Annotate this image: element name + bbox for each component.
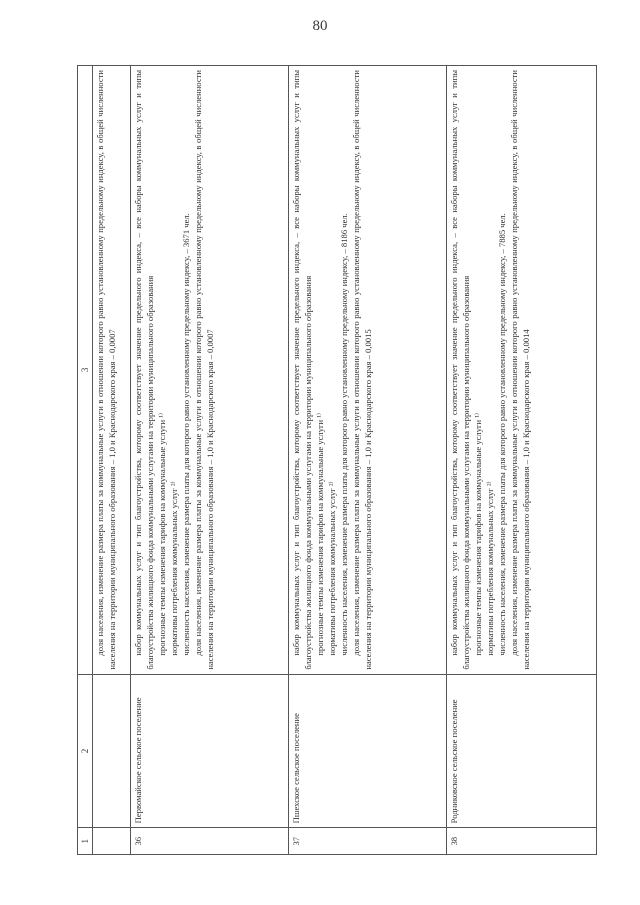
description-paragraph: численность населения, изменение размера платы для которого равно установленному предельному индексу, – 7885 чел.	[496, 213, 507, 656]
row-number: 37	[289, 828, 447, 855]
table-header-row	[78, 66, 93, 855]
table-row	[93, 66, 131, 855]
table-row	[131, 66, 289, 855]
row-number: 38	[447, 828, 597, 855]
description-paragraph: численность населения, изменение размера платы для которого равно установленному предельному индексу, – 8186 чел.	[338, 213, 349, 656]
description-paragraph: нормативы потребления коммунальных услуг ²⁾	[326, 481, 337, 656]
description-paragraph: набор коммунальных услуг и тип благоустройства, которому соответствует значение предельного индекса, – все наборы коммунальных услуг и типы благоустройства жилищного фонда коммунальными услугами на территории муниципального образования	[133, 70, 156, 670]
settlement-name: Пшехское сельское поселение	[289, 674, 447, 828]
description-paragraph: набор коммунальных услуг и тип благоустройства, которому соответствует значение предельного индекса, – все наборы коммунальных услуг и типы благоустройства жилищного фонда коммунальными услугами на территории муниципального образования	[449, 70, 472, 670]
description-paragraph: доля населения, изменение размера платы за коммунальные услуги в отношении которого равно установленному предельному индексу, в общей численности населения на территории муниципального образования – 1,0 и Краснодарского края – 0,0007	[95, 70, 118, 670]
settlement-name: Родниковское сельское поселение	[447, 674, 597, 828]
description-paragraph: нормативы потребления коммунальных услуг ²⁾	[168, 481, 179, 656]
header-cell-settlement: 2	[78, 674, 93, 828]
description-paragraph: прогнозные темпы изменения тарифов на коммунальные услуги ¹⁾	[157, 413, 168, 656]
row-description	[93, 66, 131, 675]
table-row	[447, 66, 597, 855]
row-description	[131, 66, 289, 675]
description-paragraph: набор коммунальных услуг и тип благоустройства, которому соответствует значение предельного индекса, – все наборы коммунальных услуг и типы благоустройства жилищного фонда коммунальными услугами на территории муниципального образования	[291, 70, 314, 670]
row-number	[93, 828, 131, 855]
header-cell-number: 1	[78, 828, 93, 855]
row-description	[289, 66, 447, 675]
header-cell-description: 3	[78, 66, 93, 675]
description-paragraph: доля населения, изменение размера платы за коммунальные услуги в отношении которого равно установленному предельному индексу, в общей численности населения на территории муниципального образования – 1,0 и Краснодарского края – 0,0007	[192, 70, 215, 670]
document-table	[77, 65, 597, 855]
row-description	[447, 66, 597, 675]
description-paragraph: доля населения, изменение размера платы за коммунальные услуги в отношении которого равно установленному предельному индексу, в общей численности населения на территории муниципального образования – 1,0 и Краснодарского края – 0,0014	[508, 70, 531, 670]
settlement-name: Первомайское сельское поселение	[131, 674, 289, 828]
description-paragraph: прогнозные темпы изменения тарифов на коммунальные услуги ¹⁾	[473, 413, 484, 656]
description-paragraph: прогнозные темпы изменения тарифов на коммунальные услуги ¹⁾	[315, 413, 326, 656]
description-paragraph: численность населения, изменение размера платы для которого равно установленному предельному индексу, – 3671 чел.	[180, 213, 191, 656]
description-paragraph: доля населения, изменение размера платы за коммунальные услуги в отношении которого равно установленному предельному индексу, в общей численности населения на территории муниципального образования – 1,0 и Краснодарского края – 0,0015	[350, 70, 373, 670]
settlement-name	[93, 674, 131, 828]
row-number: 36	[131, 828, 289, 855]
page-number: 80	[312, 18, 328, 34]
rotated-table-wrapper	[77, 65, 597, 855]
description-paragraph: нормативы потребления коммунальных услуг ²⁾	[484, 481, 495, 656]
table-row	[289, 66, 447, 855]
